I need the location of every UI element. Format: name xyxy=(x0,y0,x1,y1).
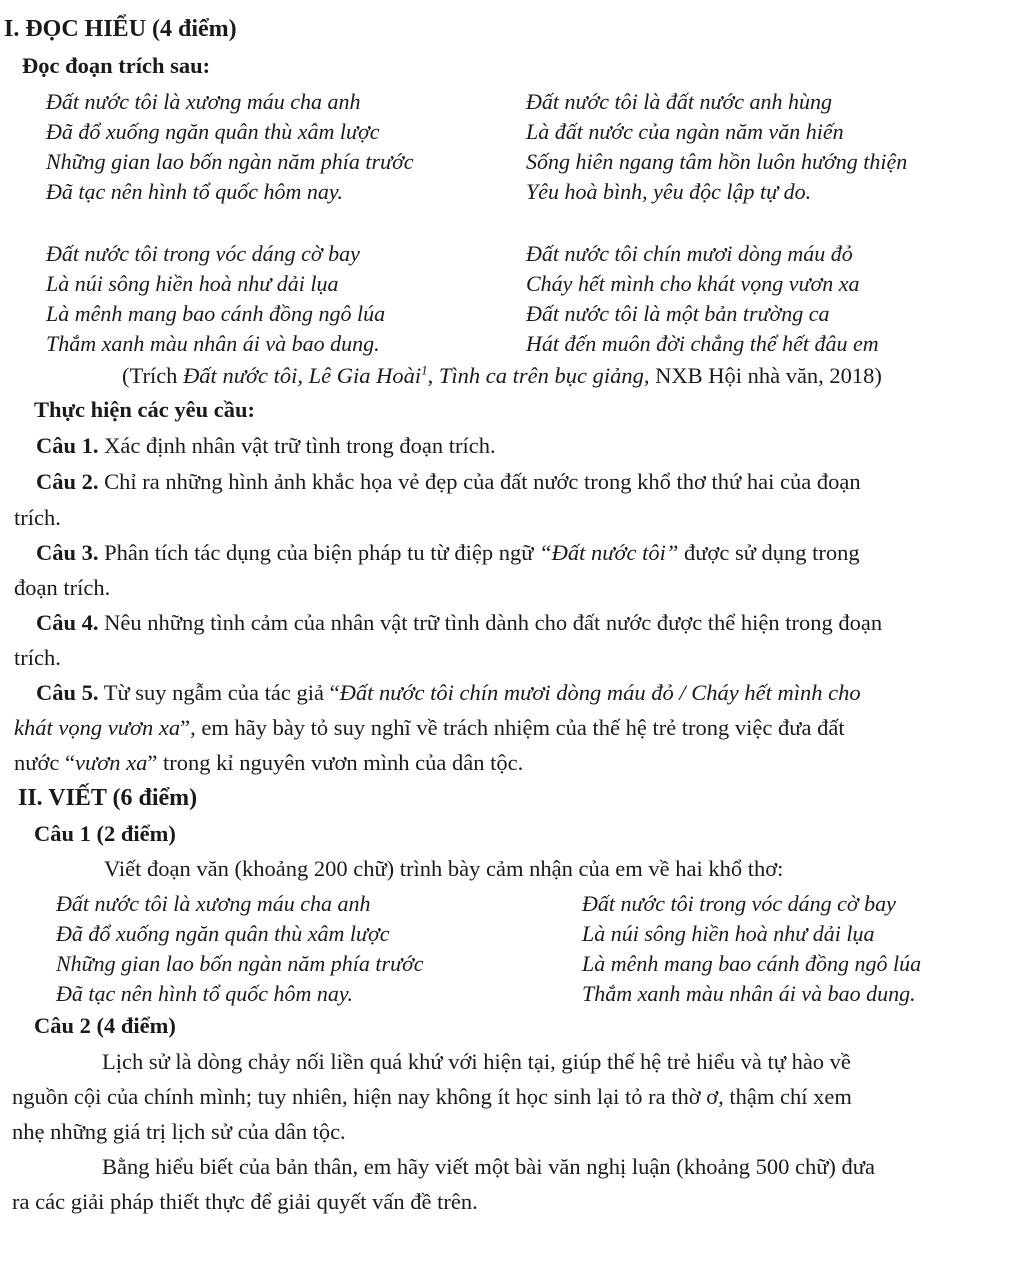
section-writing-heading: II. VIẾT (6 điểm) xyxy=(18,785,198,811)
poem-line: Là núi sông hiền hoà như dải lụa xyxy=(46,271,339,296)
question-5-cont xyxy=(14,712,845,743)
tasks-heading: Thực hiện các yêu cầu: xyxy=(34,397,255,422)
poem-line: Đất nước tôi trong vóc dáng cờ bay xyxy=(582,891,896,916)
writing-c2-heading: Câu 2 (4 điểm) xyxy=(34,1013,176,1038)
poem-line: Những gian lao bốn ngàn năm phía trước xyxy=(56,951,424,976)
poem-source xyxy=(122,360,882,391)
poem-line: Đất nước tôi là xương máu cha anh xyxy=(46,89,361,114)
writing-c2-paragraph-line: Bằng hiểu biết của bản thân, em hãy viết một bài văn nghị luận (khoảng 500 chữ) đưa xyxy=(102,1154,875,1179)
poem-line: Những gian lao bốn ngàn năm phía trước xyxy=(46,149,414,174)
question-text: Nêu những tình cảm của nhân vật trữ tình dành cho đất nước được thể hiện trong đoạn xyxy=(98,610,883,635)
question-5-cont xyxy=(14,747,523,778)
writing-c2-paragraph-line: nhẹ những giá trị lịch sử của dân tộc. xyxy=(12,1119,346,1144)
question-text: ”, em hãy bày tỏ suy nghĩ về trách nhiệm của thế hệ trẻ trong việc đưa đất xyxy=(180,715,845,740)
poem-line: Yêu hoà bình, yêu độc lập tự do. xyxy=(526,179,812,204)
poem-line: Là mênh mang bao cánh đồng ngô lúa xyxy=(46,301,386,326)
poem-line: Đất nước tôi là đất nước anh hùng xyxy=(526,89,832,114)
question-text: ” trong kỉ nguyên vươn mình của dân tộc. xyxy=(147,750,524,775)
writing-c2-paragraph-line: nguồn cội của chính mình; tuy nhiên, hiện nay không ít học sinh lại tỏ ra thờ ơ, thậm chí xem xyxy=(12,1084,852,1109)
question-2 xyxy=(36,466,861,497)
writing-c1-heading: Câu 1 (2 điểm) xyxy=(34,821,176,846)
footnote-marker: 1 xyxy=(421,362,428,378)
poem-line: Đất nước tôi trong vóc dáng cờ bay xyxy=(46,241,360,266)
question-quote: Đất nước tôi chín mươi dòng máu đỏ / Cháy hết mình cho xyxy=(339,680,861,705)
poem-line: Đã tạc nên hình tổ quốc hôm nay. xyxy=(46,179,343,204)
poem-line: Sống hiên ngang tâm hồn luôn hướng thiện xyxy=(526,149,908,174)
question-quote: vươn xa xyxy=(74,750,148,775)
question-3 xyxy=(36,537,860,568)
source-book: Tình ca trên bục giảng, xyxy=(438,363,650,388)
question-5 xyxy=(36,677,861,708)
writing-c2-paragraph-line: ra các giải pháp thiết thực để giải quyết vấn đề trên. xyxy=(12,1189,478,1214)
poem-line: Đã tạc nên hình tổ quốc hôm nay. xyxy=(56,981,353,1006)
question-4 xyxy=(36,607,882,638)
question-text: Từ suy ngẫm của tác giả “ xyxy=(98,680,340,705)
section-reading-heading: I. ĐỌC HIỂU (4 điểm) xyxy=(4,16,237,42)
poem-line: Cháy hết mình cho khát vọng vươn xa xyxy=(526,271,860,296)
poem-line: Đất nước tôi là xương máu cha anh xyxy=(56,891,371,916)
poem-line: Là mênh mang bao cánh đồng ngô lúa xyxy=(582,951,922,976)
reading-instruction: Đọc đoạn trích sau: xyxy=(22,53,211,78)
source-title: Đất nước tôi, Lê Gia Hoài xyxy=(183,363,422,388)
poem-line: Thắm xanh màu nhân ái và bao dung. xyxy=(582,981,916,1006)
question-text: được sử dụng trong xyxy=(678,540,860,565)
source-sep: , xyxy=(427,363,439,388)
writing-c2-paragraph-line: Lịch sử là dòng chảy nối liền quá khứ với hiện tại, giúp thế hệ trẻ hiểu và tự hào về xyxy=(102,1049,851,1074)
question-3-cont: đoạn trích. xyxy=(14,575,111,600)
poem-line: Thắm xanh màu nhân ái và bao dung. xyxy=(46,331,380,356)
poem-line: Là đất nước của ngàn năm văn hiến xyxy=(526,119,844,144)
poem-line: Đất nước tôi chín mươi dòng máu đỏ xyxy=(526,241,853,266)
question-2-cont: trích. xyxy=(14,505,61,530)
question-1 xyxy=(36,430,496,461)
question-text: Xác định nhân vật trữ tình trong đoạn trích. xyxy=(98,433,496,458)
poem-line: Đã đổ xuống ngăn quân thù xâm lược xyxy=(56,921,390,946)
writing-c1-prompt: Viết đoạn văn (khoảng 200 chữ) trình bày cảm nhận của em về hai khổ thơ: xyxy=(104,856,784,881)
question-number: Câu 4. xyxy=(36,610,99,635)
source-publisher: NXB Hội nhà văn, 2018) xyxy=(649,363,882,388)
question-text: Phân tích tác dụng của biện pháp tu từ điệp ngữ xyxy=(98,540,540,565)
question-text: nước “ xyxy=(14,750,75,775)
question-number: Câu 3. xyxy=(36,540,99,565)
question-quote: khát vọng vươn xa xyxy=(14,715,181,740)
question-number: Câu 2. xyxy=(36,469,99,494)
poem-line: Đất nước tôi là một bản trường ca xyxy=(526,301,830,326)
poem-line: Là núi sông hiền hoà như dải lụa xyxy=(582,921,875,946)
poem-line: Đã đổ xuống ngăn quân thù xâm lược xyxy=(46,119,380,144)
question-number: Câu 1. xyxy=(36,433,99,458)
source-prefix: (Trích xyxy=(122,363,184,388)
question-4-cont: trích. xyxy=(14,645,61,670)
question-number: Câu 5. xyxy=(36,680,99,705)
question-quote: “Đất nước tôi” xyxy=(539,540,679,565)
question-text: Chỉ ra những hình ảnh khắc họa vẻ đẹp của đất nước trong khổ thơ thứ hai của đoạn xyxy=(98,469,861,494)
poem-line: Hát đến muôn đời chẳng thể hết đâu em xyxy=(526,331,879,356)
